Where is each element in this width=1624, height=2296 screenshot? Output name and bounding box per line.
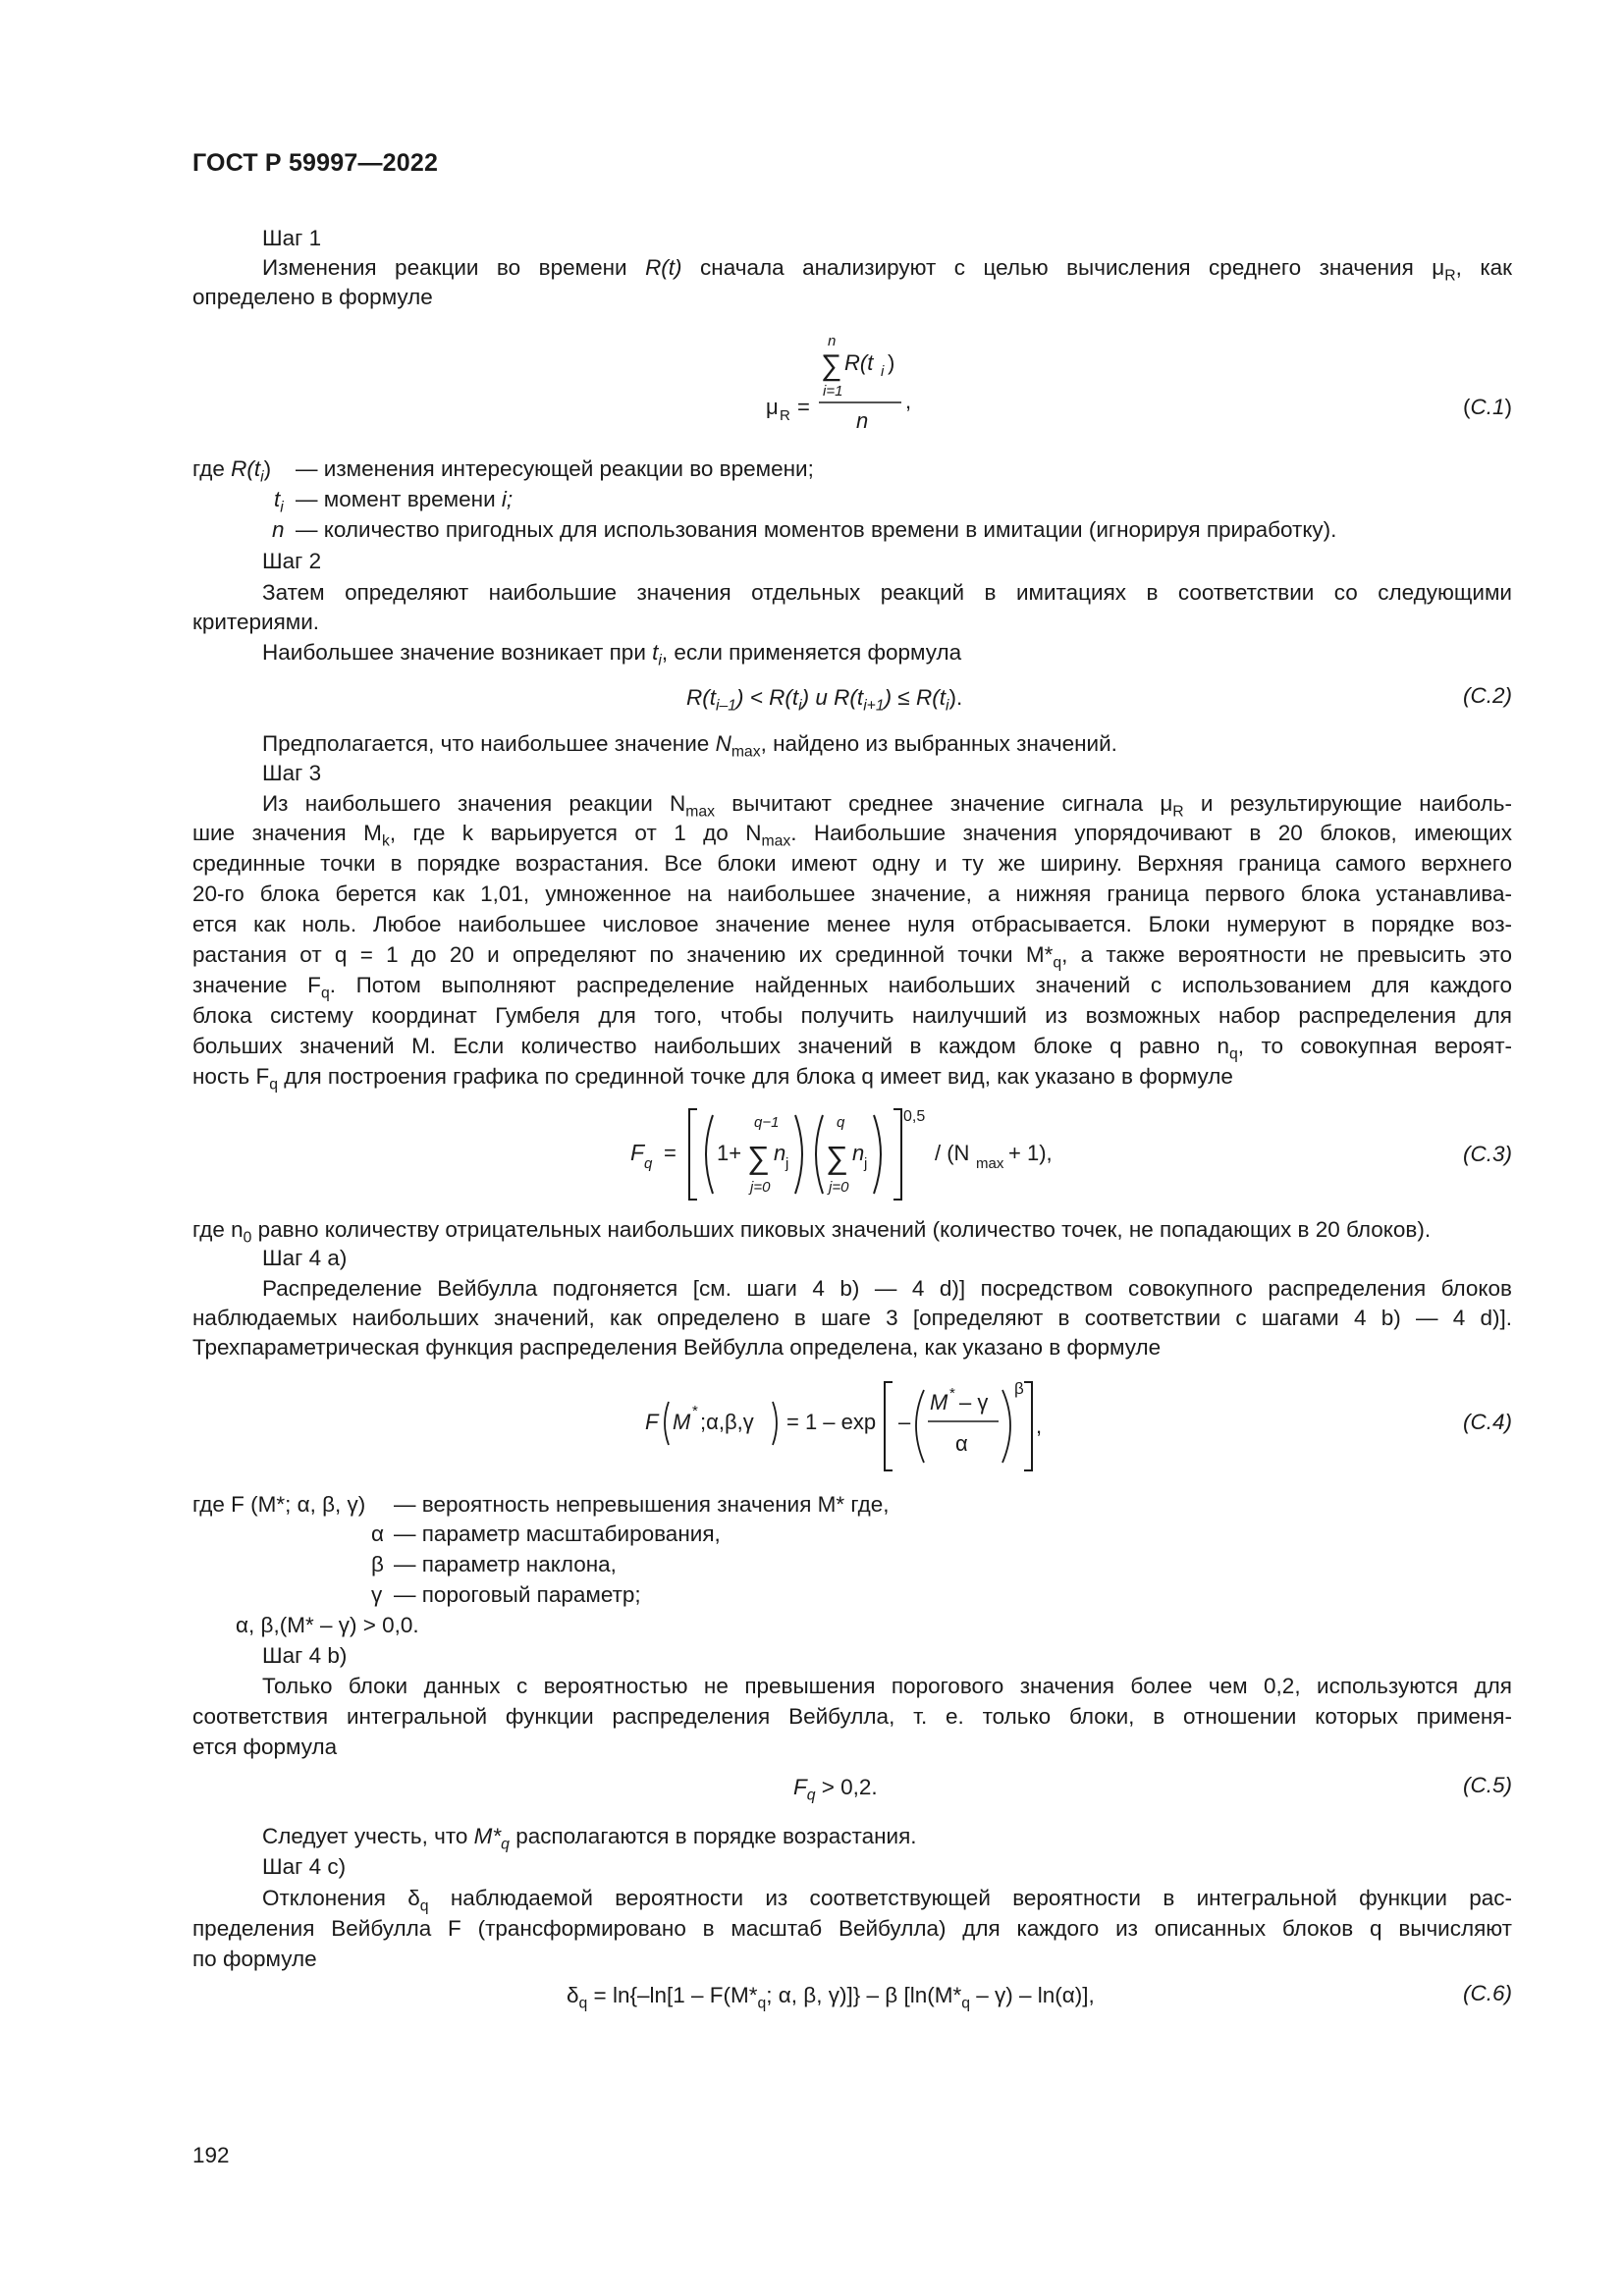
c3-right-bracket: [893, 1109, 901, 1200]
equation-number-c1: (С.1): [1462, 395, 1512, 419]
c1-sum-lower: i=1: [823, 383, 843, 400]
c4-right-bracket: [1024, 1382, 1032, 1470]
step1-text-line1: Изменения реакции во времени R(t) сначала анализируют с целью вычисления среднего значения $\mu_R$, как: [262, 255, 1513, 285]
step2-text-line2: критериями.: [192, 610, 320, 634]
c4-minus: –: [898, 1410, 911, 1434]
c4-big-paren-open: [916, 1390, 924, 1463]
c1-sum-upper: n: [828, 333, 837, 349]
c4-numer-star: *: [949, 1385, 955, 1402]
step4b-title: Шаг 4 b): [262, 1643, 348, 1668]
step3-line-2: шие значения $M_k$, где k варьируется от 1 до $N_{max}$. Наибольшие значения упорядочивают в 20 блоков, имеющих: [192, 821, 1512, 850]
c1-numerator-sub: i: [881, 363, 885, 380]
c4-big-paren-close: [1002, 1390, 1010, 1463]
after-c2-text: Предполагается, что наибольшее значение $N_{max}$, найдено из выбранных значений.: [262, 731, 1117, 761]
c1-denominator: n: [856, 408, 869, 433]
equation-number-c6: (С.6): [1462, 1981, 1512, 2005]
c3-lhs-sub: q: [644, 1155, 653, 1172]
c3-tail-sub: max: [976, 1155, 1004, 1172]
formula-c4: [643, 1372, 1056, 1480]
c3-term2-sub: j: [864, 1155, 868, 1172]
c3-exponent: 0,5: [903, 1108, 926, 1125]
step3-line-6: растания от q = 1 до 20 и определяют по значению их срединной точки $M*_q$, а также вероятности не превысить это: [192, 942, 1512, 972]
step1-title: Шаг 1: [262, 226, 322, 250]
standard-header: ГОСТ Р 59997—2022: [192, 149, 439, 177]
c4-paren-close: [773, 1402, 777, 1445]
step4a-line-3: Трехпараметрическая функция распределения Вейбулла определена, как указано в формуле: [192, 1335, 1162, 1360]
equation-number-c2: (С.2): [1462, 683, 1512, 708]
c1-equals: =: [797, 395, 810, 419]
c3-equals: =: [664, 1141, 677, 1165]
step3-line-9: больших значений M. Если количество наибольших значений в каждом блоке q равно $n_q$, то совокупная вероят-: [192, 1034, 1512, 1063]
step4a-line-1: Распределение Вейбулла подгоняется [см. шаги 4 b) — 4 d)] посредством совокупного распределения блоков: [262, 1276, 1512, 1301]
step4c-line-2: пределения Вейбулла F (трансформировано в масштаб Вейбулла) для каждого из описанных блоков q вычисляют: [192, 1916, 1512, 1941]
page-number: 192: [192, 2143, 230, 2167]
formula-c5: $F_q > 0,2$.: [793, 1775, 878, 1804]
c3-sum1-sign: ∑: [747, 1140, 770, 1175]
c3-sum1-lower: j=0: [750, 1179, 771, 1196]
step4c-title: Шаг 4 с): [262, 1854, 347, 1879]
equation-number-c5: (С.5): [1462, 1773, 1512, 1797]
c3-paren-2-close: [874, 1115, 881, 1194]
def-c1-row-2: $t_i$ — момент времени i;: [274, 487, 514, 516]
c3-sum2-sign: ∑: [826, 1140, 848, 1175]
c4-left-bracket: [885, 1382, 893, 1470]
c3-term2: n: [852, 1141, 865, 1165]
step3-line-10: ность $F_q$ для построения графика по срединной точке для блока q имеет вид, как указано в формуле: [192, 1064, 1233, 1094]
c4-arg-m: M: [673, 1410, 691, 1434]
step2-condition: Наибольшее значение возникает при $t_i$, если применяется формула: [262, 640, 962, 669]
after-c5-text: Следует учесть, что $M*_q$ располагаются в порядке возрастания.: [262, 1824, 917, 1853]
c4-paren-open: [665, 1402, 669, 1445]
step3-line-1: Из наибольшего значения реакции $N_{max}$ вычитают среднее значение сигнала $\mu_R$ и результирующие наиболь-: [262, 791, 1512, 821]
c1-sum-sign: ∑: [821, 349, 842, 382]
c4-arg-params: ;α,β,γ: [700, 1410, 754, 1434]
c3-term1: n: [774, 1141, 786, 1165]
equation-number-c4: (С.4): [1462, 1410, 1512, 1434]
step3-line-4: 20-го блока берется как 1,01, умноженное на наибольшее значение, а нижняя граница первого блока устанавлива-: [192, 881, 1512, 906]
formula-c2: $R(t_{i-1}) < R(t_i)$ и $R(t_{i+1}) \le R(t_i)$.: [686, 685, 963, 715]
after-c3-text: где $n_0$ равно количеству отрицательных наибольших пиковых значений (количество точек, не попадающих в 20 блоков).: [192, 1217, 1432, 1247]
step3-title: Шаг 3: [262, 761, 322, 785]
c3-paren-2-open: [816, 1115, 823, 1194]
formula-c3: [628, 1099, 1080, 1207]
step4a-title: Шаг 4 а): [262, 1246, 348, 1270]
c4-trailing: ,: [1036, 1414, 1043, 1438]
step4a-line-2: наблюдаемых наибольших значений, как определено в шаге 3 [определяют в соответствии с шагами 4 b) — 4 d)].: [192, 1306, 1512, 1330]
c3-term1-sub: j: [785, 1155, 789, 1172]
c4-equals: = 1 – exp: [786, 1410, 877, 1434]
c3-left-bracket: [689, 1109, 697, 1200]
def-c1-row-1: где $R(t_i)$ — изменения интересующей реакции во времени;: [192, 456, 814, 486]
step2-title: Шаг 2: [262, 549, 322, 573]
def-c4-row-3: β — параметр наклона,: [371, 1552, 617, 1576]
c4-lhs: F: [645, 1410, 659, 1434]
c3-sum1-upper: q−1: [754, 1114, 780, 1131]
c1-trailing: ,: [905, 389, 912, 413]
formula-c1: [766, 330, 943, 438]
def-c1-row-3: n — количество пригодных для использования моментов времени в имитации (игнорируя приработку).: [272, 517, 1337, 542]
step4b-line-3: ется формула: [192, 1735, 338, 1759]
def-c4-row-4: γ — пороговый параметр;: [371, 1582, 641, 1607]
step3-line-8: блока систему координат Гумбеля для того, чтобы получить наилучший из возможных набор распределения для: [192, 1003, 1512, 1028]
c4-power: β: [1014, 1379, 1024, 1398]
c1-numerator-close: ): [888, 350, 895, 375]
step3-line-3: срединные точки в порядке возрастания. Все блоки имеют одну и ту же ширину. Верхняя граница самого верхнего: [192, 851, 1512, 876]
c4-numer: M: [930, 1390, 948, 1415]
c3-paren-1-close: [795, 1115, 802, 1194]
c4-arg-star: *: [692, 1403, 698, 1419]
step4b-line-1: Только блоки данных с вероятностью не превышения порогового значения более чем 0,2, используются для: [262, 1674, 1512, 1698]
c3-tail: / (N: [935, 1141, 970, 1165]
c3-tail-end: + 1),: [1008, 1141, 1053, 1165]
step3-line-5: ется как ноль. Любое наибольшее числовое значение менее нуля отбрасывается. Блоки нумеруют в порядке воз-: [192, 912, 1512, 936]
def-c4-row-1: где F (M*; α, β, γ) — вероятность непревышения значения M* где,: [192, 1492, 890, 1517]
def-c4-row-2: α — параметр масштабирования,: [371, 1522, 721, 1546]
step4c-line-3: по формуле: [192, 1947, 317, 1971]
c1-lhs-sub: R: [780, 407, 790, 424]
c4-numer-rest: – γ: [959, 1390, 989, 1415]
c3-sum2-lower: j=0: [829, 1179, 849, 1196]
c1-lhs: μ: [766, 395, 779, 419]
step4c-line-1: Отклонения $\delta_q$ наблюдаемой вероятности из соответствующей вероятности в интегральной функции рас-: [262, 1886, 1512, 1915]
step3-line-7: значение $F_q$. Потом выполняют распределение найденных наибольших значений с использованием для каждого: [192, 973, 1513, 1002]
equation-number-c3: (С.3): [1462, 1142, 1512, 1166]
def-c4-condition: α, β,(M* – γ) > 0,0.: [236, 1613, 419, 1637]
step4b-line-2: соответствия интегральной функции распределения Вейбулла, т. е. только блоки, в отношении которых применя-: [192, 1704, 1512, 1729]
c1-numerator: R(t: [844, 350, 874, 375]
c4-denom: α: [955, 1431, 968, 1456]
c3-sum2-upper: q: [837, 1114, 845, 1131]
formula-c6: $\delta_q = \ln\{-\ln[1 - F(M*_q$; α, β, γ)]} – β $[\ln(M*_q - \gamma) - \ln(\alpha)]$,: [567, 1983, 1095, 2012]
c3-one-plus: 1+: [717, 1141, 742, 1165]
c3-lhs: F: [630, 1140, 645, 1165]
step1-text-line2: определено в формуле: [192, 285, 433, 309]
c3-paren-1-open: [706, 1115, 713, 1194]
step2-text-line1: Затем определяют наибольшие значения отдельных реакций в имитациях в соответствии со следующими: [262, 580, 1512, 605]
